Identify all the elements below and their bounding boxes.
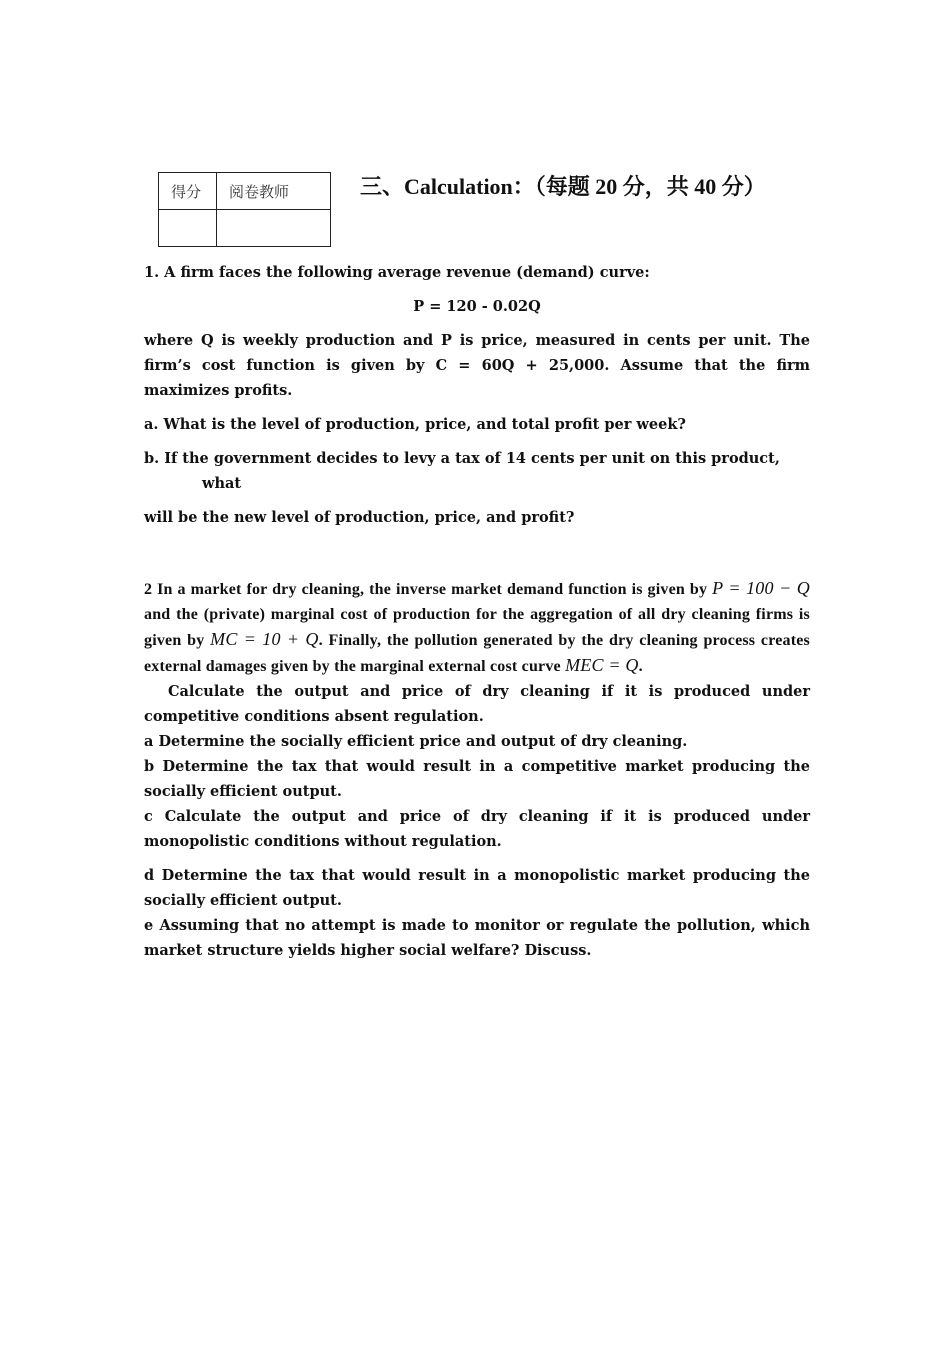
score-table-header-row (159, 173, 331, 210)
q2-mec-equation: MEC = Q (565, 655, 639, 675)
q2-demand-equation: P = 100 − Q (712, 578, 811, 598)
score-table (158, 172, 331, 247)
questions (144, 260, 810, 963)
q1-intro: 1. A firm faces the following average revenue (demand) curve: (144, 264, 650, 281)
q1-part-b-line3: will be the new level of production, price, and profit? (144, 509, 575, 526)
q2-part-c: c Calculate the output and price of dry cleaning if it is produced under monopolistic conditions without regulation. (144, 808, 810, 850)
q1-part-a: a. What is the level of production, price, and total profit per week? (144, 416, 686, 433)
q2-intro (144, 576, 810, 679)
grader-cell[interactable] (217, 210, 331, 247)
q2-part-a: a Determine the socially efficient price and output of dry cleaning. (144, 733, 688, 750)
q2-intro-text-2: and the (private) marginal cost of production for the aggregation of all dry cleaning firms is given by (144, 606, 810, 649)
q2-part-b: b Determine the tax that would result in a competitive market producing the socially efficient output. (144, 758, 810, 800)
q2-intro-end: . (638, 658, 643, 675)
q1-demand-equation: P = 120 - 0.02Q (413, 298, 541, 315)
q1-part-b-line1: b. If the government decides to levy a tax of 14 cents per unit on this product, (144, 450, 780, 467)
q2-calc: Calculate the output and price of dry cleaning if it is produced under competitive conditions absent regulation. (144, 683, 810, 725)
score-header: 得分 (159, 173, 217, 210)
q1-part-b-line2: what (202, 475, 242, 492)
score-cell[interactable] (159, 210, 217, 247)
q1-body: where Q is weekly production and P is price, measured in cents per unit. The firm’s cost function is given by C = 60Q + 25,000. Assume that the firm maximizes profits. (144, 332, 810, 399)
q2-part-e: e Assuming that no attempt is made to monitor or regulate the pollution, which market structure yields higher social welfare? Discuss. (144, 917, 810, 959)
q2-intro-text-3: . Finally, the pollution generated by the dry cleaning process creates external damages given by the marginal external cost curve (144, 632, 810, 675)
q2-intro-text-1: 2 In a market for dry cleaning, the inverse market demand function is given by (144, 581, 708, 598)
section-title: 三、Calculation：（每题 20 分，共 40 分） (360, 174, 766, 199)
grader-header: 阅卷教师 (217, 173, 331, 210)
score-table-value-row (159, 210, 331, 247)
q2-mc-equation: MC = 10 + Q (210, 629, 319, 649)
q2-part-d: d Determine the tax that would result in a monopolistic market producing the socially efficient output. (144, 867, 810, 909)
